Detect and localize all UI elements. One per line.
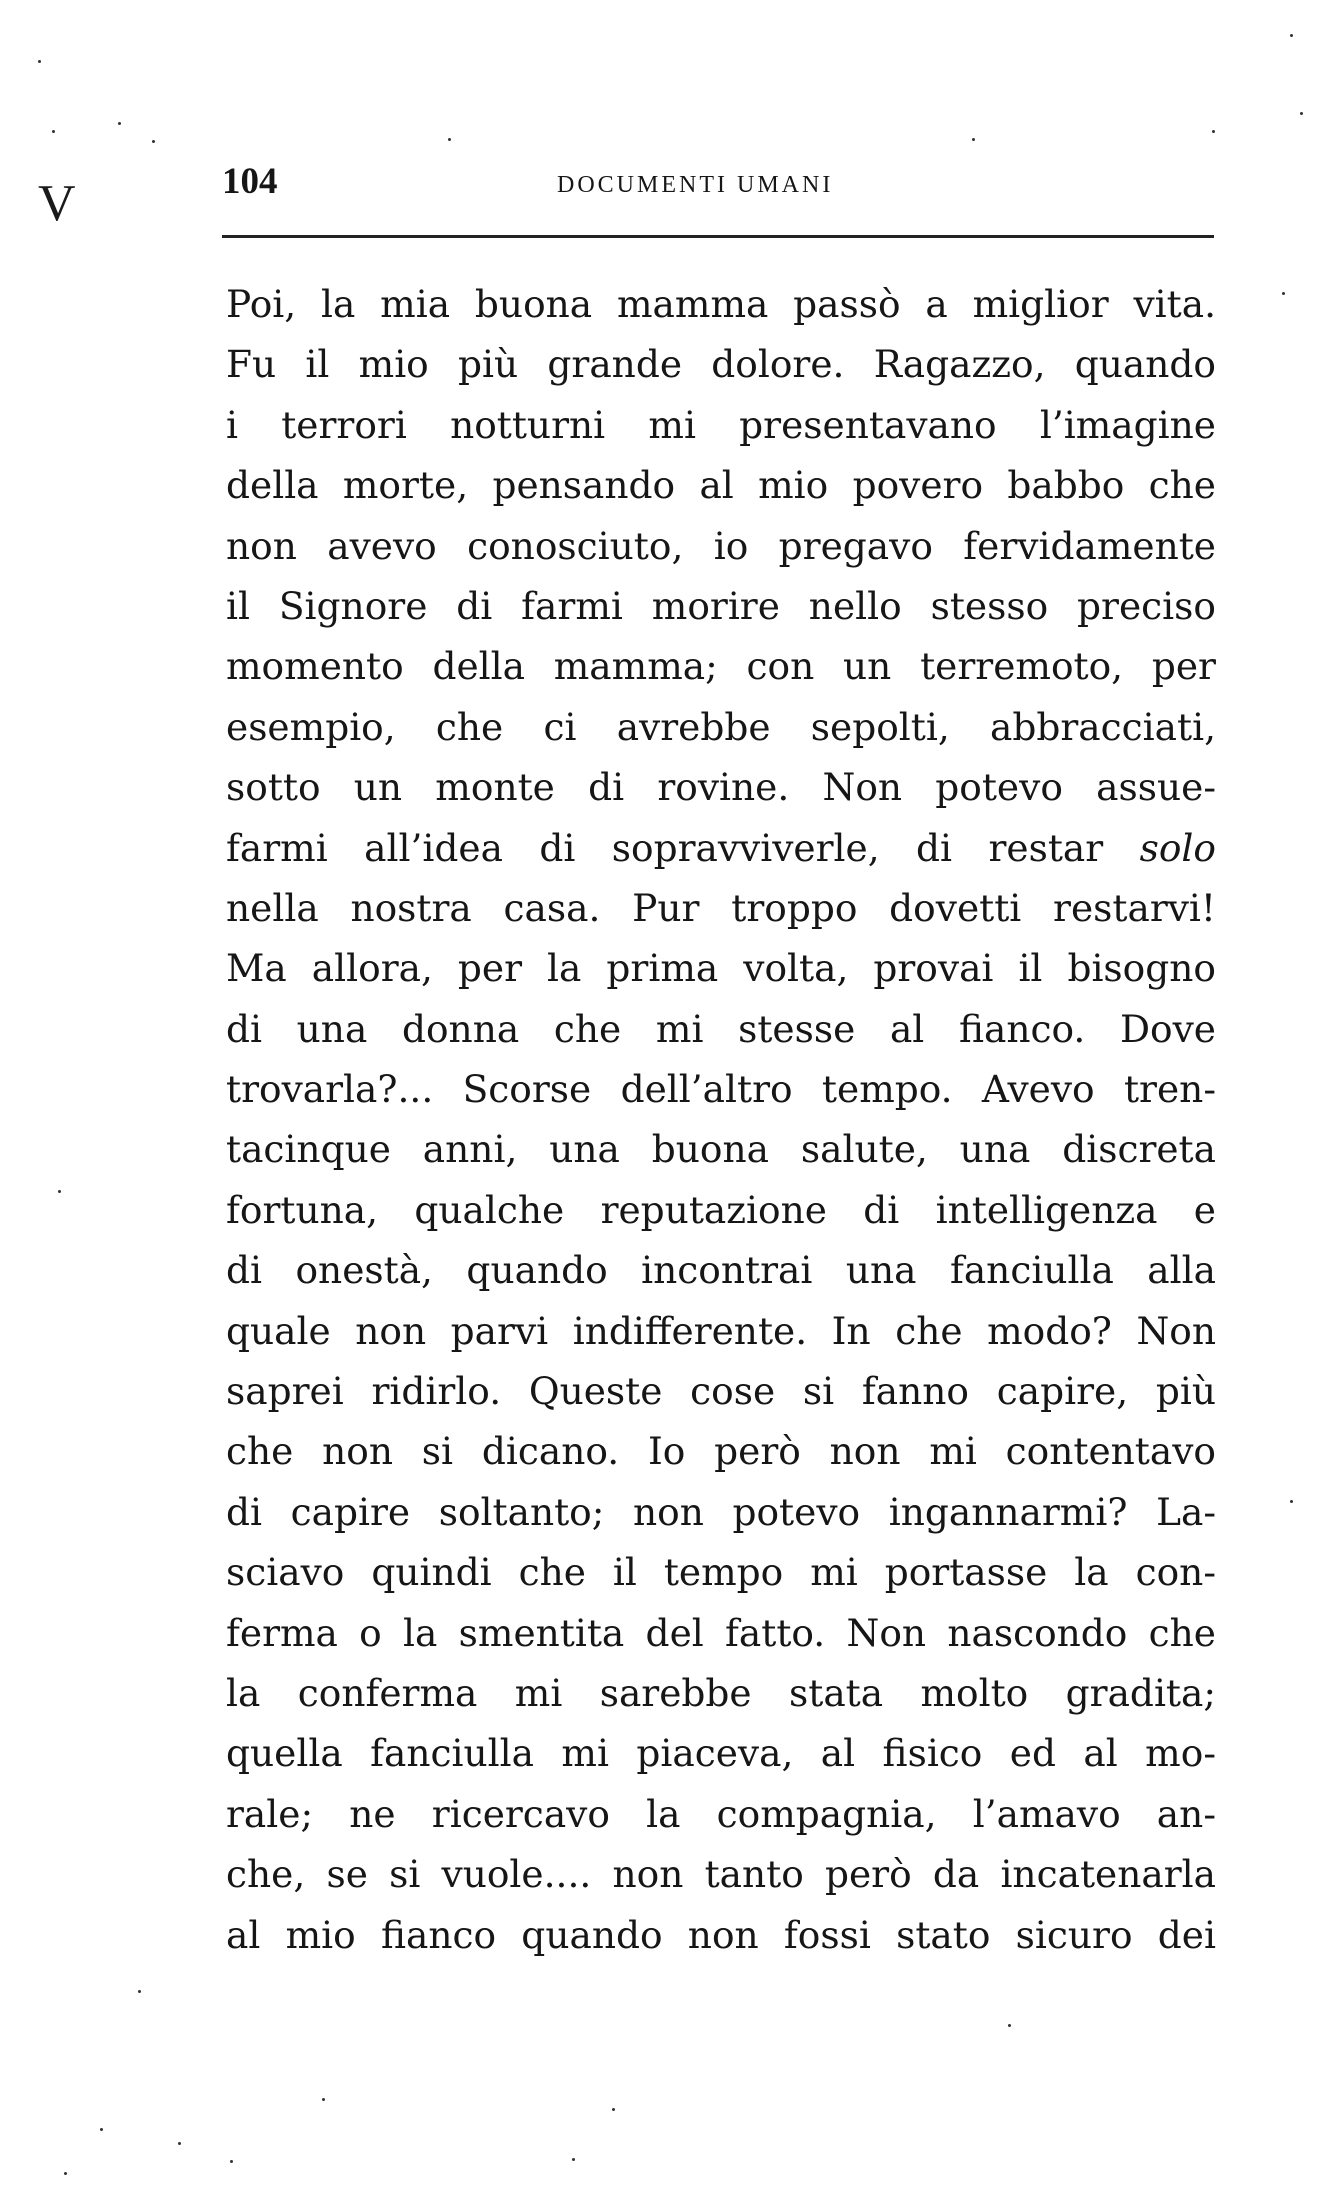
text-line-5: non avevo conosciuto, io pregavo fervidamente — [226, 523, 1216, 568]
page-header — [222, 162, 1212, 212]
running-title: DOCUMENTI UMANI — [557, 172, 834, 198]
text-line-2: Fu il mio più grande dolore. Ragazzo, quando — [226, 342, 1216, 387]
scan-speck — [178, 2142, 181, 2145]
scan-speck — [322, 2098, 325, 2101]
text-line-12: Ma allora, per la prima volta, provai il bisogno — [226, 946, 1216, 991]
scan-speck — [118, 122, 121, 125]
scan-speck — [100, 2128, 103, 2131]
text-line-10-main: farmi all’idea di sopravviverle, di restar — [226, 825, 1104, 870]
text-line-27: che, se si vuole.... non tanto però da incatenarla — [226, 1852, 1216, 1897]
text-line-21: di capire soltanto; non potevo ingannarmi? La- — [226, 1489, 1216, 1534]
text-line-15: tacinque anni, una buona salute, una discreta — [226, 1127, 1216, 1172]
text-line-16: fortuna, qualche reputazione di intelligenza e — [226, 1187, 1216, 1232]
text-line-1: Poi, la mia buona mamma passò a miglior vita. — [226, 282, 1216, 326]
text-line-24: la conferma mi sarebbe stata molto gradita; — [226, 1670, 1216, 1715]
header-rule — [222, 235, 1214, 238]
page-number: 104 — [222, 161, 278, 202]
margin-pencil-mark: V — [38, 175, 76, 232]
scan-speck — [1212, 130, 1215, 133]
text-line-7: momento della mamma; con un terremoto, per — [226, 644, 1216, 689]
scan-speck — [572, 2158, 575, 2161]
text-line-17: di onestà, quando incontrai una fanciulla alla — [226, 1248, 1216, 1293]
scan-speck — [1300, 112, 1303, 115]
text-line-20: che non si dicano. Io però non mi contentavo — [226, 1429, 1216, 1474]
scan-speck — [230, 2160, 233, 2163]
text-line-18: quale non parvi indifferente. In che modo? Non — [226, 1308, 1216, 1353]
text-line-25: quella fanciulla mi piaceva, al fisico ed al mo- — [226, 1731, 1216, 1776]
italic-word: solo — [1139, 825, 1217, 870]
text-line-10 — [226, 818, 1216, 878]
text-line-22: sciavo quindi che il tempo mi portasse la con- — [226, 1550, 1216, 1595]
text-line-13: di una donna che mi stesse al fianco. Dove — [226, 1006, 1216, 1051]
text-line-3: i terrori notturni mi presentavano l’imagine — [226, 402, 1216, 447]
text-line-14: trovarla?... Scorse dell’altro tempo. Avevo tren- — [226, 1067, 1216, 1112]
scan-speck — [1290, 1500, 1293, 1503]
text-line-4: della morte, pensando al mio povero babbo che — [226, 463, 1216, 508]
text-line-9: sotto un monte di rovine. Non potevo assue- — [226, 765, 1216, 810]
text-line-8: esempio, che ci avrebbe sepolti, abbracciati, — [226, 704, 1216, 749]
text-line-11: nella nostra casa. Pur troppo dovetti restarvi! — [226, 885, 1216, 930]
text-line-6: il Signore di farmi morire nello stesso preciso — [226, 583, 1216, 628]
scan-speck — [38, 60, 41, 63]
text-line-19: saprei ridirlo. Queste cose si fanno capire, più — [226, 1369, 1216, 1414]
scan-speck — [972, 138, 975, 141]
text-line-26: rale; ne ricercavo la compagnia, l’amavo an- — [226, 1791, 1216, 1836]
text-line-23: ferma o la smentita del fatto. Non nascondo che — [226, 1610, 1216, 1655]
scan-speck — [1008, 2024, 1011, 2027]
scan-speck — [138, 1990, 141, 1993]
scan-speck — [1290, 34, 1293, 37]
scan-speck — [58, 1190, 61, 1193]
body-text — [226, 274, 1216, 1965]
scan-speck — [612, 2108, 615, 2111]
scan-speck — [1282, 292, 1285, 295]
scan-speck — [448, 138, 451, 141]
scan-speck — [64, 2172, 67, 2175]
text-line-28: al mio fianco quando non fossi stato sicuro dei — [226, 1912, 1216, 1957]
scan-speck — [152, 140, 155, 143]
scan-speck — [52, 130, 55, 133]
